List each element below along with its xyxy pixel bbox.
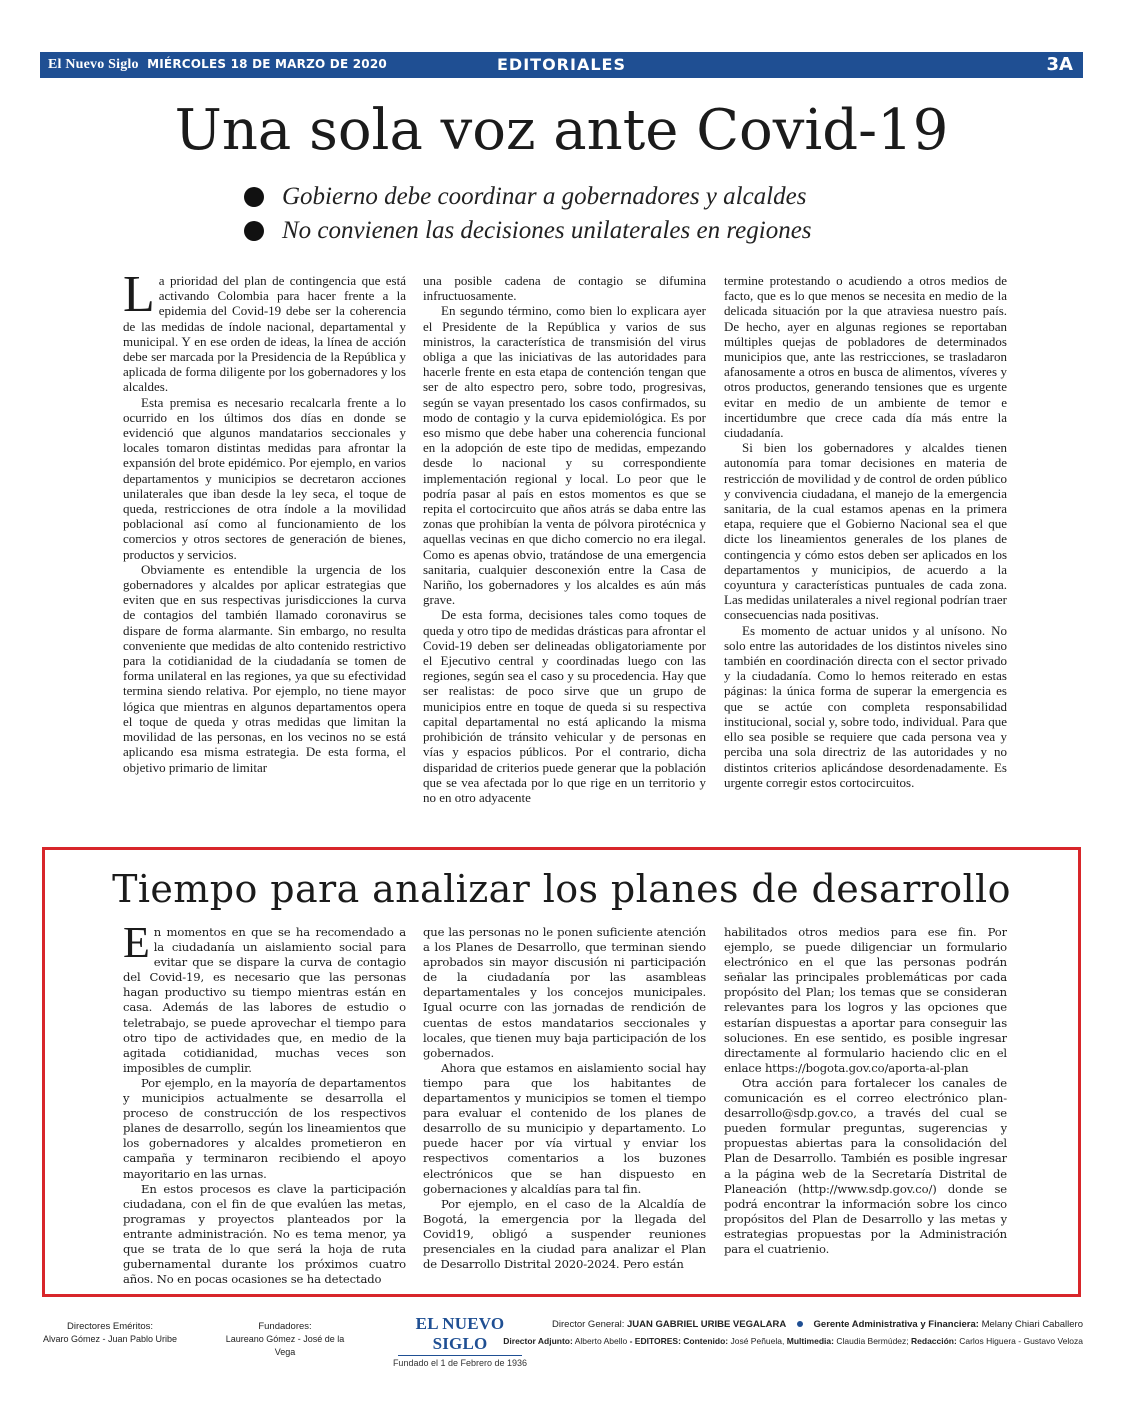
drop-cap: L <box>123 273 155 323</box>
bullet-dot-icon <box>244 187 264 207</box>
paragraph: termine protestando o acudiendo a otros medios de facto, que es lo que menos se necesita en medio de la delicada situación por la que atraviesa nuestro país. De hecho, ayer en algunas regiones se reportaban múltiples quejas de pobladores de determinados municipios que, ante las restricciones, se trasladaron afanosamente a otros en busca de alimentos, víveres y otros productos, generando tensiones que es urgente evitar en medio de un ambiente de temor e incertidumbre que crece cada día más entre la ciudadanía. <box>724 273 1007 441</box>
editorial-1-summary <box>244 180 944 248</box>
editorial-1-column-2 <box>423 273 706 839</box>
paragraph <box>123 925 406 1076</box>
founders-names: Laureano Gómez - José de la Vega <box>225 1334 345 1357</box>
page-number: 3A <box>1046 54 1073 75</box>
manager-name: Melany Chiari Caballero <box>981 1319 1083 1330</box>
paragraph: En estos procesos es clave la participación ciudadana, con el fin de que evalúen las metas, programas y proyectos planteados por la entrante administración. No es tema menor, ya que se trata de lo que será la hoja de ruta gubernamental durante los próximos cuatro años. No en pocas ocasiones se ha detectado <box>123 1181 406 1287</box>
paragraph: Ahora que estamos en aislamiento social hay tiempo para que los habitantes de departamentos y municipios se tomen el tiempo para evaluar el contenido de los planes de desarrollo de su municipio y departamento. Lo puede hacer por vía virtual y enviar los respectivos comentarios a los buzones electrónicos que se han dispuesto en gobernaciones y alcaldías para tal fin. <box>423 1060 706 1196</box>
editorial-1-title: Una sola voz ante Covid-19 <box>174 98 949 163</box>
paragraph: Si bien los gobernadores y alcaldes tienen autonomía para tomar decisiones en materia de restricción de movilidad y de control de orden público y convivencia ciudadana, el manejo de la emergencia sanitaria, de la cual estamos apenas en la primera etapa, requiere que el Gobierno Nacional sea el que dicte los lineamientos generales de los planes de contingencia y cómo estos deben ser aplicados en los departamentos y municipios, de acuerdo a la coyuntura y características puntuales de cada zona. Las medidas unilaterales a nivel regional podrían traer consecuencias nada positivas. <box>724 440 1007 623</box>
founders-label: Fundadores: <box>258 1321 312 1332</box>
paragraph: que las personas no le ponen suficiente atención a los Planes de Desarrollo, que terminan siendo aprobados sin mayor discusión ni participación de la ciudadanía por las asambleas departamentales y los concejos municipales. Igual ocurre con las jornadas de rendición de cuentas de estos mandatarios seccionales y locales, que tienen muy baja participación de los gobernados. <box>423 925 706 1060</box>
paragraph-text: n momentos en que se ha recomendado a la ciudadanía un aislamiento social para evitar que se dispare la curva de contagio del Covid-19, es necesario que las personas hagan productivo su tiempo mientras están en casa. Además de las labores de estudio o teletrabajo, se puede aprovechar el tiempo para otro tipo de actividades que, en medio de la agitada cotidianidad, muchas veces son imposibles de cumplir. <box>123 925 406 1075</box>
paragraph: Otra acción para fortalecer los canales de comunicación es el correo electrónico plan-desarrollo@sdp.gov.co, a través del cual se pueden formular preguntas, sugerencias y propuestas abiertas para la consolidación del Plan de Desarrollo. También es posible ingresar a la página web de la Secretaría Distrital de Planeación (http://www.sdp.gov.co/) donde se podrá encontrar la información sobre los cinco propósitos del Plan de Desarrollo y las metas y estrategias propuestas por la Administración para el cuatrienio. <box>724 1075 1007 1256</box>
paragraph: Por ejemplo, en la mayoría de departamentos y municipios actualmente se desarrolla el proceso de construcción de los respectivos planes de desarrollo, según los lineamientos que los gobernadores y alcaldes prometieron en campaña y terminaron recibiendo el apoyo mayoritario en las urnas. <box>123 1075 406 1181</box>
director-name: JUAN GABRIEL URIBE VEGALARA <box>627 1319 787 1330</box>
editorial-2-column-3 <box>724 925 1007 1287</box>
founders <box>215 1320 355 1359</box>
summary-bullet <box>244 214 944 248</box>
paragraph: Por ejemplo, en el caso de la Alcaldía de Bogotá, la emergencia por la llegada del Covid19, obligó a suspender reuniones presenciales en la ciudad para analizar el Plan de Desarrollo Distrital 2020-2024. Pero están <box>423 1196 706 1272</box>
deputy-name: Alberto Abello <box>574 1336 628 1346</box>
editorial-2-column-1 <box>123 925 406 1287</box>
header-masthead: El Nuevo Siglo <box>48 57 139 72</box>
bullet-dot-icon <box>244 221 264 241</box>
summary-bullet-text: No convienen las decisiones unilaterales en regiones <box>282 217 812 244</box>
summary-bullet-text: Gobierno debe coordinar a gobernadores y alcaldes <box>282 183 807 210</box>
paragraph <box>123 273 406 395</box>
multimedia-label: Multimedia: <box>786 1336 834 1346</box>
staff-line-1 <box>503 1316 1083 1333</box>
paragraph: Esta premisa es necesario recalcarla frente a lo ocurrido en los últimos dos días en donde se evidenció que algunos mandatarios seccionales y locales tomaron distintas medidas para afrontar la expansión del brote epidémico. Por ejemplo, en varios departamentos y municipios se decretaron acciones unilaterales que iban desde la ley seca, el toque de queda, restricciones de otra índole a la movilidad poblacional así como al funcionamiento de los comercios y otros sectores de generación de bienes, productos y servicios. <box>123 394 406 562</box>
paragraph: una posible cadena de contagio se difumina infructuosamente. <box>423 273 706 304</box>
editorial-2-column-2 <box>423 925 706 1287</box>
page-header-bar <box>40 52 1083 78</box>
staff-credits <box>503 1316 1083 1350</box>
director-label: Director General: <box>552 1319 625 1330</box>
separator-dot-icon <box>797 1321 803 1327</box>
logo-rule <box>398 1355 522 1356</box>
emeritus-directors <box>40 1320 180 1346</box>
newsroom-label: Redacción: <box>911 1336 957 1346</box>
newsroom-names: Carlos Higuera - Gustavo Veloza <box>959 1336 1083 1346</box>
deputy-label: Director Adjunto: <box>503 1336 573 1346</box>
founded-date: Fundado el 1 de Febrero de 1936 <box>392 1358 528 1368</box>
drop-cap: E <box>123 925 150 967</box>
paragraph: De esta forma, decisiones tales como toques de queda y otro tipo de medidas drásticas para afrontar el Covid-19 deben ser delineadas obligatoriamente por el Ejecutivo central y coordinadas luego con las regiones, según sea el caso y su procedencia. Hay que ser realistas: de poco sirve que un grupo de municipios entre en toque de queda si su respectiva capital departamental no está aplicando la misma prohibición de tránsito vehicular y de personas en vías y espacios públicos. Por el contrario, dicha disparidad de criterios puede generar que la población que se vea afectada por lo que rige en un territorio y no en otro adyacente <box>423 607 706 805</box>
paragraph: Es momento de actuar unidos y al unísono. No solo entre las autoridades de los distintos niveles sino también en coordinación directa con el sector privado y la ciudadanía. Como lo hemos reiterado en estas páginas: la única forma de superar la emergencia es que se actúe con completa responsabilidad institucional, social y, sobre todo, individual. Para que ello sea posible se requiere que cada persona vea y perciba una sola directriz de las autoridades y no distintos criterios aplicándose desordenadamente. Es urgente corregir estos cortocircuitos. <box>724 622 1007 790</box>
editors-label: - EDITORES: Contenido: <box>629 1336 729 1346</box>
newspaper-logo: EL NUEVO SIGLO <box>415 1314 505 1353</box>
staff-footer <box>40 1306 1083 1368</box>
multimedia-name: Claudia Bermúdez; <box>836 1336 909 1346</box>
paragraph: habilitados otros medios para ese fin. Por ejemplo, se puede diligenciar un formulario electrónico en el que las personas podrán señalar las principales problemáticas por cada propósito del Plan; los temas que se consideran relevantes para los logros y las opciones que estarían dispuestas a aportar para conseguir las soluciones. En ese sentido, es posible ingresar directamente al formulario haciendo clic en el enlace https://bogota.gov.co/aporta-al-plan <box>724 925 1007 1075</box>
section-title: EDITORIALES <box>497 55 626 74</box>
emeritus-label: Directores Eméritos: <box>66 1321 154 1332</box>
summary-bullet <box>244 180 944 214</box>
staff-line-2 <box>503 1333 1083 1350</box>
emeritus-names: Alvaro Gómez - Juan Pablo Uribe <box>42 1334 178 1344</box>
editorial-2-title: Tiempo para analizar los planes de desarrollo <box>112 867 1011 911</box>
content-editor-name: José Peñuela, <box>730 1336 785 1346</box>
manager-label: Gerente Administrativa y Financiera: <box>813 1319 979 1330</box>
editorial-1-column-1 <box>123 273 406 839</box>
header-date: MIÉRCOLES 18 DE MARZO DE 2020 <box>147 57 387 71</box>
paragraph: En segundo término, como bien lo explicara ayer el Presidente de la República y varios de sus ministros, la característica de transmisión del virus obliga a que las iniciativas de las autoridades para hacerle frente en esta etapa de contención tengan que ser de alto espectro pero, sobre todo, progresivas, según se vayan presentado los casos confirmados, su modo de contagio y la curva epidemiológica. Es por eso mismo que debe haber una coherencia funcional en la adopción de este tipo de medidas, empezando desde lo nacional y su correspondiente implementación regional y local. Lo peor que le podría pasar al país en estos momentos es que se repita el cortocircuito que años atrás se daba entre las zonas que prohibían la venta de pólvora pirotécnica y aquellas vecinas en que dicho comercio no era ilegal. Como es apenas obvio, tratándose de una emergencia sanitaria, cualquier desconexión entre la Casa de Nariño, los gobernadores y los alcaldes es aún más grave. <box>423 303 706 608</box>
paragraph-text: a prioridad del plan de contingencia que está activando Colombia para hacer frente a la epidemia del Covid-19 debe ser la coherencia de las medidas de índole nacional, departamental y municipal. Y en ese orden de ideas, la línea de acción debe ser marcada por la Presidencia de la República y aplicada de forma diligente por los gobernadores y los alcaldes. <box>123 273 406 395</box>
editorial-1-column-3 <box>724 273 1007 839</box>
paragraph: Obviamente es entendible la urgencia de los gobernadores y alcaldes por aplicar estrategias que eviten que en sus respectivas jurisdicciones la curva de contagios del también llamado coronavirus se dispare de forma alarmante. Sin embargo, no resulta conveniente que medidas de alto contenido restrictivo para la cotidianidad de la ciudadanía se tomen de forma unilateral en las regiones, ya que su efectividad termina siendo relativa. Por ejemplo, no tiene mayor lógica que mientras en algunos departamentos opera el toque de queda y otras medidas que limitan la movilidad de las personas, en los vecinos no se está aplicando esa misma estrategia. De esta forma, el objetivo primario de limitar <box>123 561 406 775</box>
